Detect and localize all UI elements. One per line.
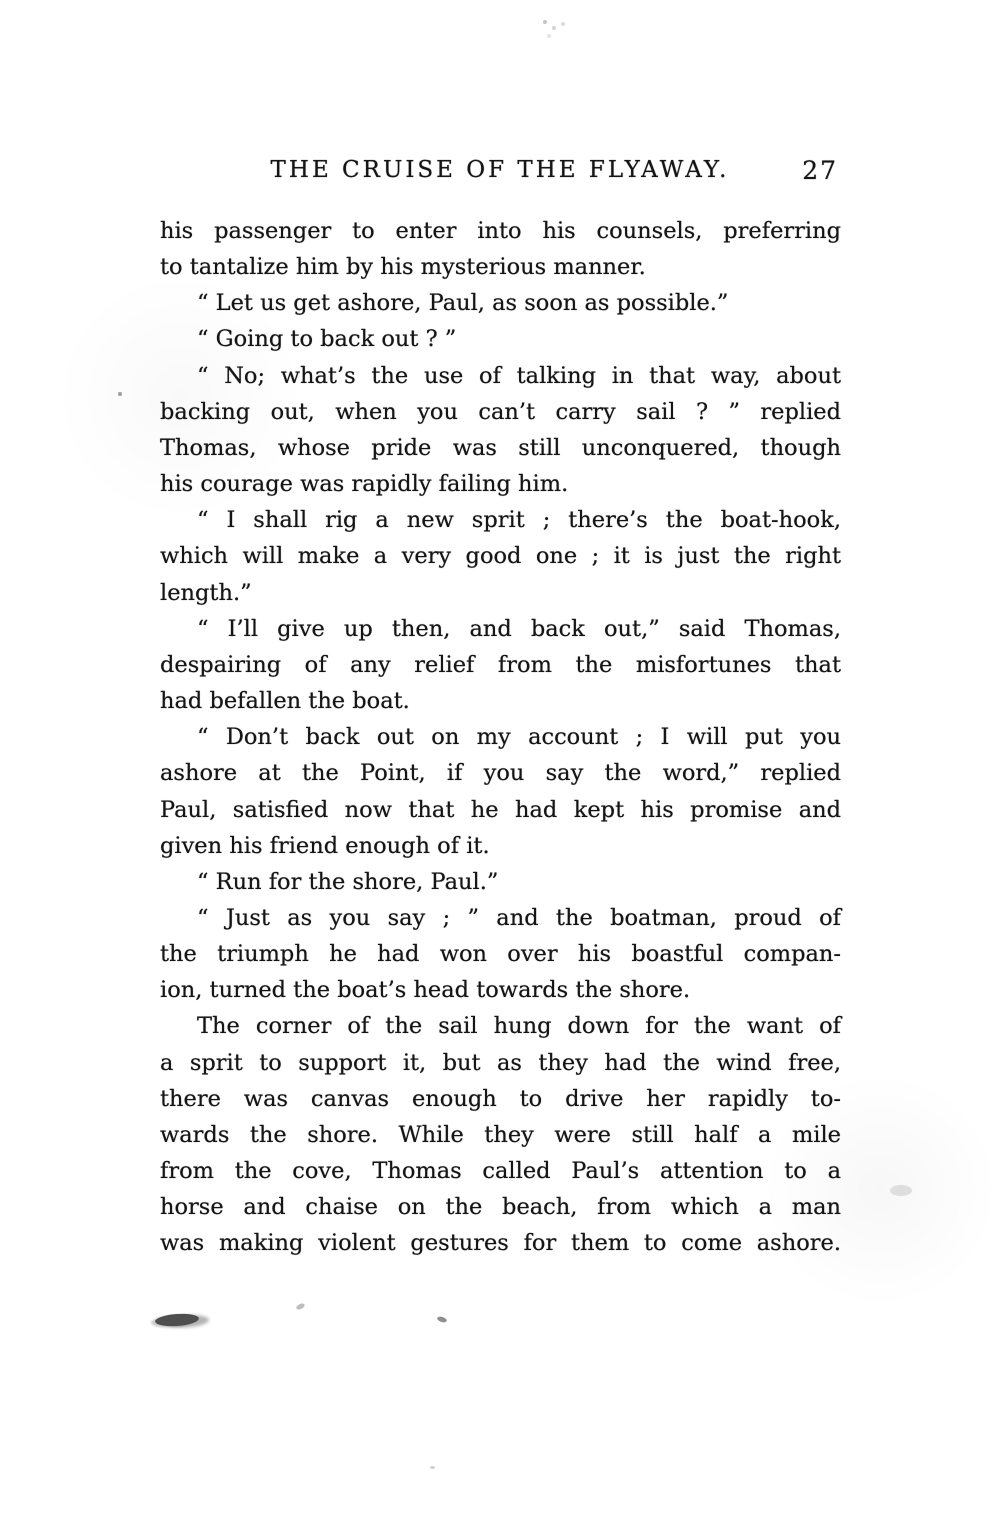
text-line: Thomas, whose pride was still unconquered, though <box>160 434 841 461</box>
text-line: was making violent gestures for them to come ashore. <box>160 1230 841 1257</box>
text-line: there was canvas enough to drive her rapidly to- <box>160 1085 841 1112</box>
page-number: 27 <box>802 156 838 185</box>
text-line: The corner of the sail hung down for the want of <box>197 1013 841 1040</box>
text-line: the triumph he had won over his boastful compan- <box>160 941 841 968</box>
running-header-title: THE CRUISE OF THE FLYAWAY. <box>270 157 730 183</box>
text-line: horse and chaise on the beach, from which a man <box>160 1194 841 1221</box>
text-line: backing out, when you can’t carry sail ? ” replied <box>160 398 841 425</box>
text-line: given his friend enough of it. <box>160 832 490 859</box>
scan-speck <box>890 1185 912 1196</box>
scan-speck <box>436 1316 447 1324</box>
text-line: “ No; what’s the use of talking in that way, about <box>197 362 841 389</box>
text-line: to tantalize him by his mysterious manner. <box>160 254 646 281</box>
text-line: “ Going to back out ? ” <box>197 326 457 353</box>
text-line: “ I’ll give up then, and back out,” said Thomas, <box>197 615 841 642</box>
text-line: length.” <box>160 579 252 606</box>
ink-smudge <box>155 1312 200 1327</box>
text-line: Paul, satisfied now that he had kept his promise and <box>160 796 841 823</box>
text-line: had befallen the boat. <box>160 688 410 715</box>
text-line: his passenger to enter into his counsels, preferring <box>160 218 841 244</box>
text-line: ashore at the Point, if you say the word,” replied <box>160 760 841 787</box>
scan-speck <box>295 1302 305 1310</box>
text-line: despairing of any relief from the misfortunes that <box>160 651 841 678</box>
scan-speck <box>430 1466 435 1469</box>
text-line: “ Let us get ashore, Paul, as soon as possible.” <box>197 290 729 317</box>
text-line: which will make a very good one ; it is just the right <box>160 543 841 570</box>
body-text <box>160 213 841 1262</box>
running-header <box>160 157 840 191</box>
text-line: “ Run for the shore, Paul.” <box>197 868 499 895</box>
text-line: a sprit to support it, but as they had the wind free, <box>160 1049 841 1076</box>
text-line: ion, turned the boat’s head towards the shore. <box>160 977 691 1004</box>
text-line: wards the shore. While they were still half a mile <box>160 1121 841 1148</box>
text-line: “ Just as you say ; ” and the boatman, proud of <box>197 904 841 931</box>
text-line: his courage was rapidly failing him. <box>160 471 569 498</box>
scan-speck <box>543 20 547 24</box>
text-line: from the cove, Thomas called Paul’s attention to a <box>160 1158 841 1185</box>
text-line: “ Don’t back out on my account ; I will put you <box>197 724 841 751</box>
text-line: “ I shall rig a new sprit ; there’s the boat-hook, <box>197 507 841 534</box>
scan-speck <box>118 392 122 396</box>
